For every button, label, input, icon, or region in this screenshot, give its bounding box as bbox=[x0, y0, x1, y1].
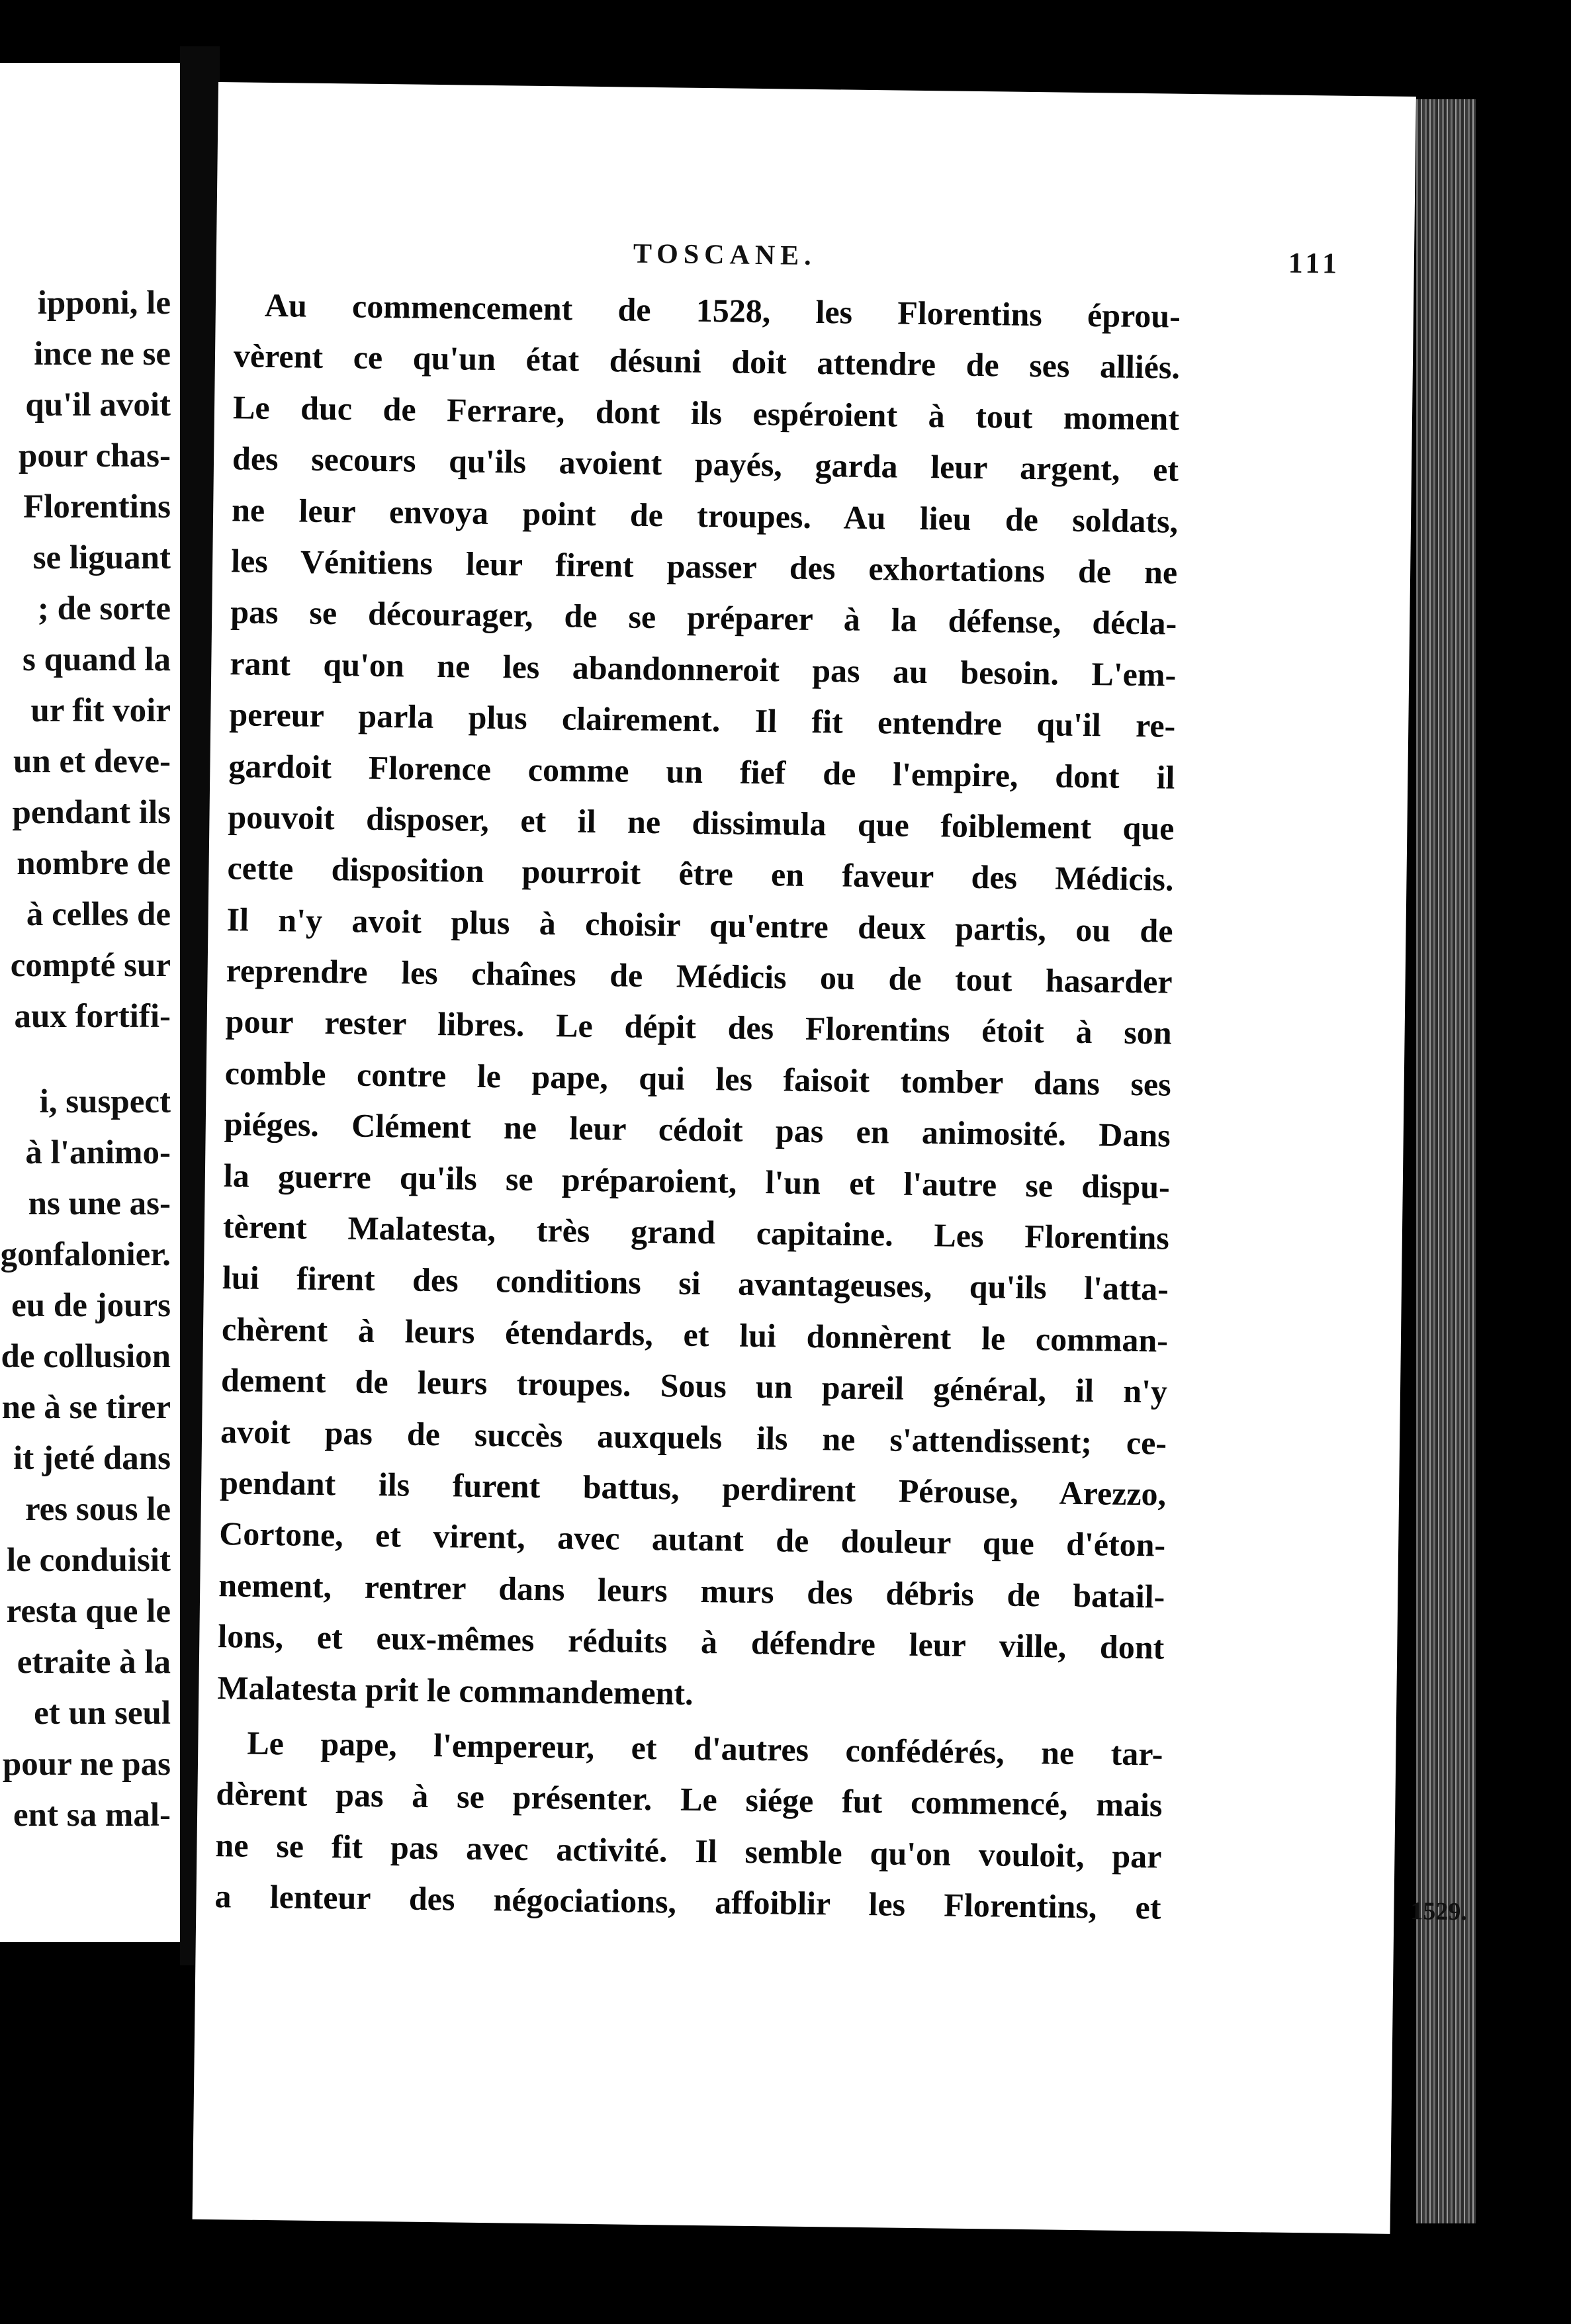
left-line: ne à se tirer bbox=[1, 1389, 171, 1426]
left-line: res sous le bbox=[24, 1491, 171, 1528]
text-line: ne se fit pas avec activité. Il semble qu'on vouloit, par bbox=[215, 1826, 1162, 1875]
left-line: le conduisit bbox=[7, 1542, 171, 1579]
left-line: etraite à la bbox=[17, 1644, 171, 1681]
text-line: Il n'y avoit plus à choisir qu'entre deux partis, ou de bbox=[226, 900, 1173, 950]
text-line: pereur parla plus clairement. Il fit entendre qu'il re- bbox=[229, 695, 1176, 744]
left-line: ur fit voir bbox=[30, 692, 171, 729]
left-line: s quand la bbox=[22, 641, 171, 678]
left-line: ent sa mal- bbox=[13, 1797, 171, 1834]
text-line: tèrent Malatesta, très grand capitaine. Les Florentins bbox=[222, 1208, 1170, 1257]
text-line: avoit pas de succès auxquels ils ne s'attendissent; ce- bbox=[220, 1412, 1167, 1462]
left-line: pour ne pas bbox=[2, 1746, 171, 1783]
text-line: piéges. Clément ne leur cédoit pas en animosité. Dans bbox=[224, 1105, 1171, 1154]
left-line: it jeté dans bbox=[13, 1440, 171, 1477]
text-line: nement, rentrer dans leurs murs des débris de batail- bbox=[218, 1566, 1165, 1615]
text-line: Cortone, et virent, avec autant de douleur que d'éton- bbox=[218, 1515, 1166, 1564]
text-line: des secours qu'ils avoient payés, garda leur argent, et bbox=[232, 439, 1179, 488]
left-line: pendant ils bbox=[12, 794, 171, 831]
text-line: pas se décourager, de se préparer à la défense, décla- bbox=[230, 593, 1177, 643]
left-line: nombre de bbox=[17, 845, 171, 882]
text-line: pouvoit disposer, et il ne dissimula que foiblement que bbox=[228, 798, 1175, 847]
text-line: Au commencement de 1528, les Florentins éprou- bbox=[264, 286, 1181, 335]
margin-note-year: 1529. bbox=[1410, 1897, 1468, 1926]
text-line: dement de leurs troupes. Sous un pareil général, il n'y bbox=[220, 1361, 1168, 1410]
text-line: lui firent des conditions si avantageuses, qu'ils l'atta- bbox=[222, 1259, 1169, 1308]
text-line: ne leur envoya point de troupes. Au lieu de soldats, bbox=[231, 490, 1179, 540]
left-line: pour chas- bbox=[18, 437, 171, 474]
left-line: ince ne se bbox=[34, 335, 171, 373]
text-line: chèrent à leurs étendards, et lui donnèrent le comman- bbox=[221, 1310, 1169, 1359]
text-line: dèrent pas à se présenter. Le siége fut commencé, mais bbox=[216, 1775, 1163, 1824]
left-line: un et deve- bbox=[13, 743, 171, 780]
text-line: a lenteur des négociations, affoiblir les Florentins, et bbox=[214, 1877, 1161, 1926]
left-line: Florentins bbox=[23, 488, 171, 525]
body-text bbox=[214, 279, 1181, 1934]
text-line: vèrent ce qu'un état désuni doit attendre de ses alliés. bbox=[233, 337, 1181, 386]
text-line: pour rester libres. Le dépit des Florentins étoit à son bbox=[225, 1003, 1172, 1052]
left-line: ns une as- bbox=[28, 1185, 171, 1222]
right-page bbox=[193, 82, 1468, 2234]
left-page-text bbox=[1, 278, 171, 1841]
left-line: eu de jours bbox=[11, 1287, 171, 1324]
left-line: ipponi, le bbox=[37, 285, 171, 322]
page-number: 111 bbox=[1288, 246, 1341, 280]
text-line: Malatesta prit le commandement. bbox=[217, 1668, 694, 1712]
text-line: cette disposition pourroit être en faveur des Médicis. bbox=[227, 849, 1174, 898]
text-line: Le duc de Ferrare, dont ils espéroient à tout moment bbox=[232, 388, 1180, 437]
left-line: à l'animo- bbox=[25, 1134, 171, 1171]
left-line: gonfalonier. bbox=[0, 1236, 171, 1273]
text-line: la guerre qu'ils se préparoient, l'un et l'autre se dispu- bbox=[223, 1156, 1171, 1206]
left-line: compté sur bbox=[10, 947, 171, 984]
left-line: se liguant bbox=[32, 539, 171, 576]
text-line: comble contre le pape, qui les faisoit tomber dans ses bbox=[224, 1054, 1172, 1103]
left-line: à celles de bbox=[26, 896, 171, 933]
left-line: resta que le bbox=[6, 1593, 171, 1630]
left-line: ; de sorte bbox=[37, 590, 171, 627]
left-page bbox=[0, 63, 180, 1942]
left-line: de collusion bbox=[1, 1338, 171, 1375]
text-line: pendant ils furent battus, perdirent Pérouse, Arezzo, bbox=[219, 1464, 1167, 1513]
text-line: Le pape, l'empereur, et d'autres confédérés, ne tar- bbox=[247, 1724, 1163, 1773]
text-line: gardoit Florence comme un fief de l'empire, dont il bbox=[228, 746, 1175, 796]
left-line: et un seul bbox=[34, 1695, 171, 1732]
left-line: aux fortifi- bbox=[14, 998, 171, 1035]
left-line: i, suspect bbox=[39, 1083, 171, 1120]
running-head: TOSCANE. bbox=[633, 238, 817, 272]
text-line: rant qu'on ne les abandonneroit pas au besoin. L'em- bbox=[230, 644, 1177, 693]
text-line: les Vénitiens leur firent passer des exhortations de ne bbox=[230, 542, 1178, 591]
left-line: qu'il avoit bbox=[25, 386, 171, 424]
text-line: reprendre les chaînes de Médicis ou de tout hasarder bbox=[226, 952, 1173, 1001]
text-line: lons, et eux-mêmes réduits à défendre leur ville, dont bbox=[218, 1617, 1165, 1666]
